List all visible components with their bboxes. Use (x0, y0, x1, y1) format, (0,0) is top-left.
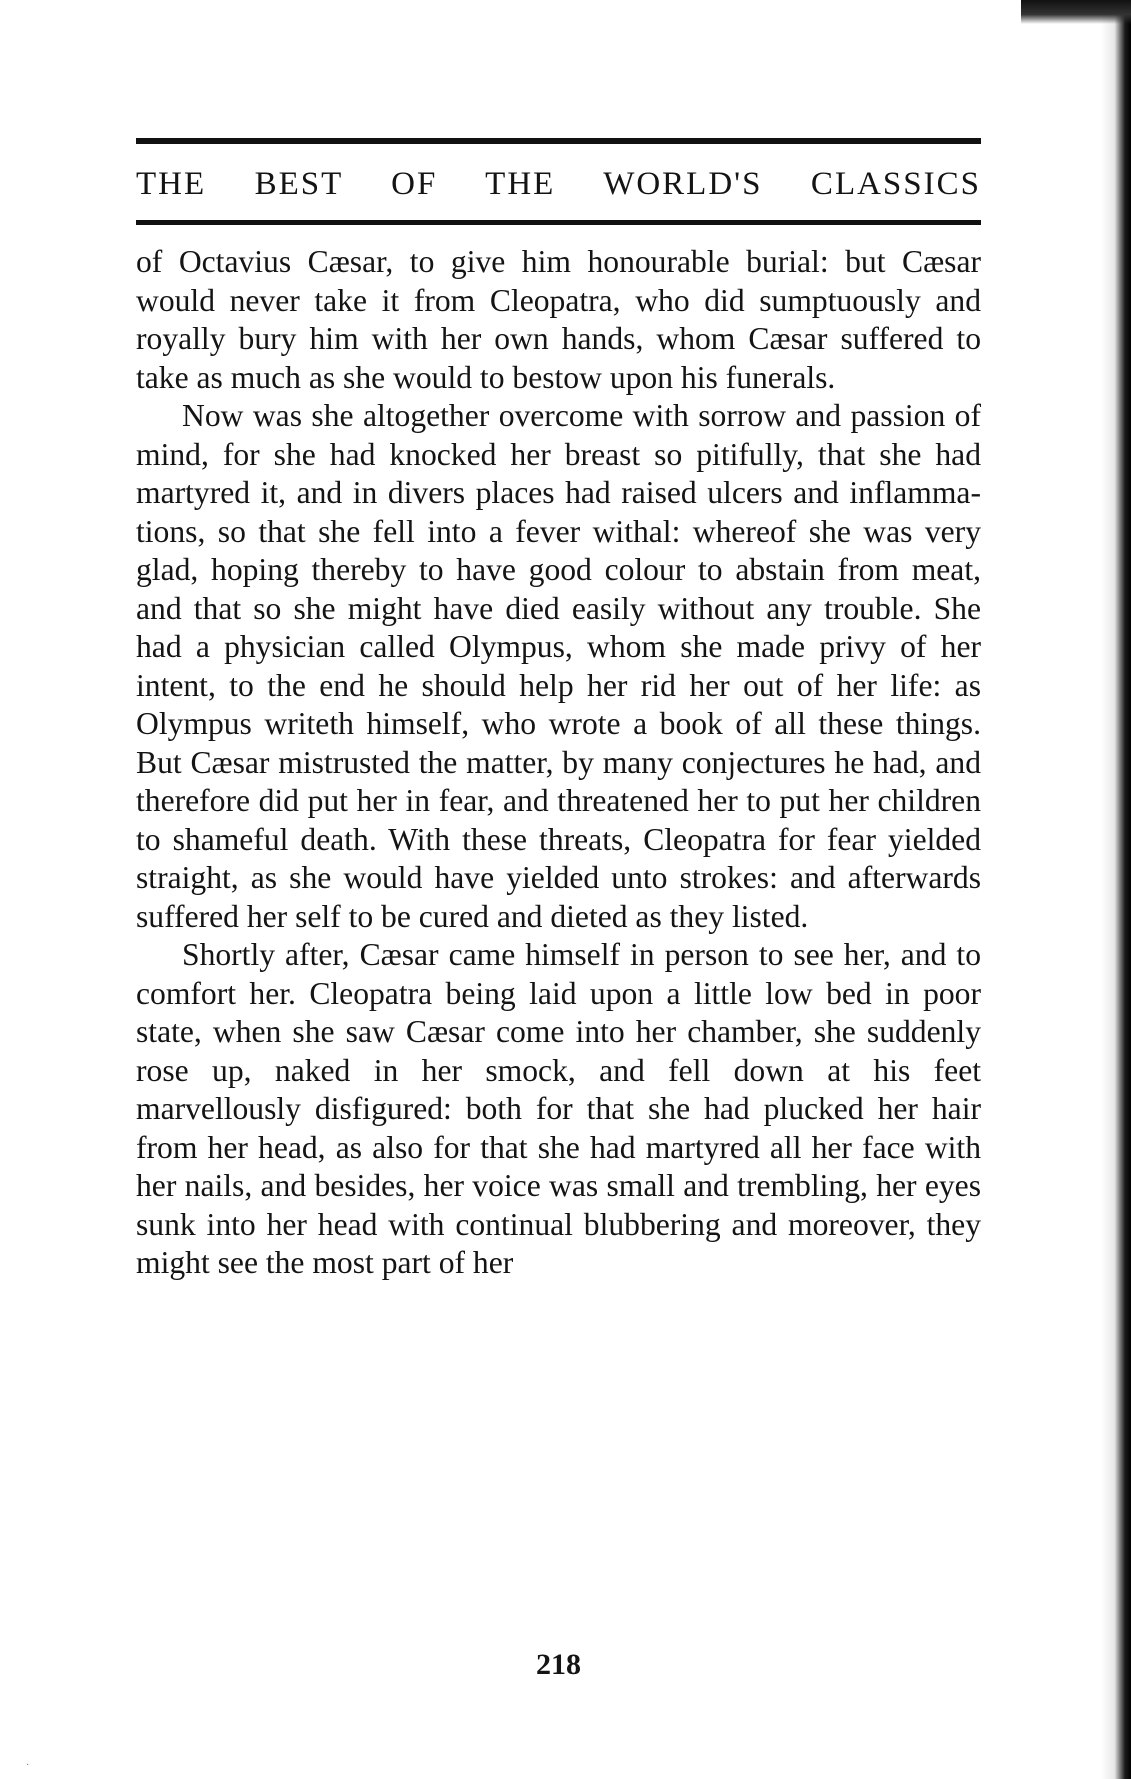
header-rule-top (136, 138, 981, 144)
scan-speck: · (26, 1760, 30, 1771)
header-rule-bottom (136, 220, 981, 225)
body-text (136, 243, 981, 1283)
book-page (136, 138, 981, 1283)
paragraph-1: of Octavius Cæsar, to give him honourable burial: but Cæsar would never take it from Cleopatra, who did sumptuously and royally bury him with her own hands, whom Cæsar suffered to take as much as she would to bestow upon his funerals. (136, 244, 981, 395)
page-spine-edge (1101, 0, 1131, 1779)
paragraph-2: Now was she altogether overcome with sorrow and passion of mind, for she had knocked her breast so pitifully, that she had martyred it, and in divers places had raised ulcers and inflammations, so that she fell into a fever withal: whereof she was very glad, hoping thereby to have good colour to abstain from meat, and that so she might have died easily without any trouble. She had a physician called Olympus, whom she made privy of her intent, to the end he should help her rid her out of her life: as Olympus writeth himself, who wrote a book of all these things. But Cæsar mistrusted the matter, by many conjectures he had, and therefore did put her in fear, and threatened her to put her children to shameful death. With these threats, Cleopatra for fear yielded straight, as she would have yielded unto strokes: and afterwards suffered her self to be cured and dieted as they listed. (136, 398, 981, 934)
paragraph-3: Shortly after, Cæsar came himself in person to see her, and to comfort her. Cleopatra being laid upon a little low bed in poor state, when she saw Cæsar come into her chamber, she suddenly rose up, naked in her smock, and fell down at his feet marvellously disfigured: both for that she had plucked her hair from her head, as also for that she had martyred all her face with her nails, and besides, her voice was small and trembling, her eyes sunk into her head with continual blubbering and moreover, they might see the most part of her (136, 937, 981, 1280)
page-corner-shadow (1021, 0, 1131, 24)
running-head: THE BEST OF THE WORLD'S CLASSICS (136, 166, 981, 202)
page-number: 218 (536, 1648, 581, 1681)
